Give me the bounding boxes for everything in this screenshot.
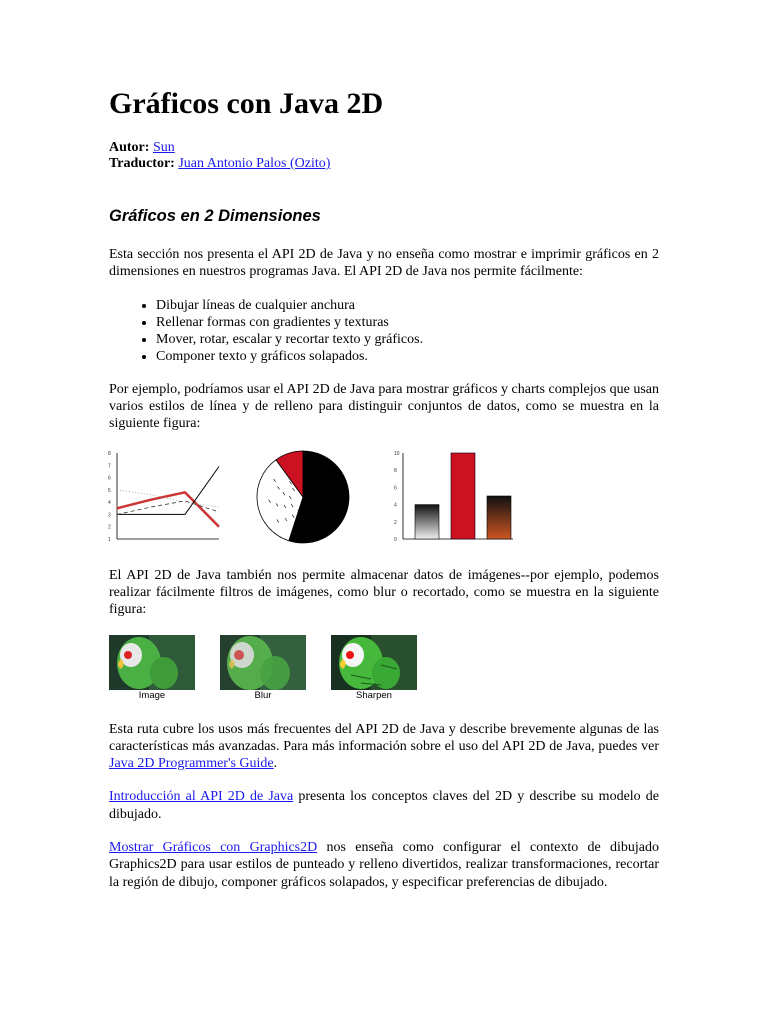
route-paragraph (109, 721, 659, 773)
intro-paragraph: Esta sección nos presenta el API 2D de Java y no enseña como mostrar e imprimir gráficos en 2 dimensiones en nuestros programas Java. El API 2D de Java nos permite fácilmente: (109, 247, 659, 280)
parrot-caption-blur: Blur (220, 690, 306, 702)
list-item: • Componer texto y gráficos solapados. (156, 348, 659, 365)
parrot-figure (109, 635, 659, 705)
section-heading: Gráficos en 2 Dimensiones (109, 207, 321, 225)
intro-link-text: presenta los conceptos claves del 2D y describe su modelo de dibujado. (109, 789, 660, 822)
y-tick-label: 7 (108, 462, 111, 469)
pie-chart (255, 449, 365, 549)
route-text: Esta ruta cubre los usos más frecuentes del API 2D de Java y describe brevemente algunas de las características más avanzadas. Para más información sobre el uso del API 2D de Java, puedes ver (109, 721, 659, 754)
list-item: • Mover, rotar, escalar y recortar texto y gráficos. (156, 331, 659, 348)
y-tick-label: 0 (394, 536, 397, 543)
y-tick-label: 2 (394, 519, 397, 526)
graphics2d-link[interactable]: Mostrar Gráficos con Graphics2D (109, 840, 318, 856)
y-tick-label: 4 (108, 499, 111, 506)
translator-line (109, 156, 659, 172)
line-chart (107, 449, 227, 549)
example-paragraph: Por ejemplo, podríamos usar el API 2D de Java para mostrar gráficos y charts complejos que usan varios estilos de línea y de relleno para distinguir conjuntos de datos, como se muestra en la siguiente figura: (109, 381, 659, 432)
translator-label: Traductor: (109, 156, 175, 171)
bar (487, 496, 511, 539)
route-period: . (273, 756, 278, 772)
author-line (109, 140, 659, 156)
author-link[interactable]: Sun (152, 140, 175, 155)
charts-figure (107, 449, 659, 549)
list-item: • Dibujar líneas de cualquier anchura (156, 297, 659, 314)
y-tick-label: 8 (394, 467, 397, 474)
parrot-original-picture (109, 635, 195, 691)
line-series (117, 492, 219, 526)
parrot-image-original (109, 635, 195, 701)
parrot-caption-sharpen: Sharpen (331, 690, 417, 702)
y-tick-label: 10 (394, 450, 400, 457)
parrot-sharpen-picture (331, 635, 417, 691)
imaging-paragraph: El API 2D de Java también nos permite almacenar datos de imágenes--por ejemplo, podemos realizar fácilmente filtros de imágenes, como blur o recortado, como se muestra en la siguiente figura: (109, 567, 659, 618)
document-content (109, 86, 659, 907)
bar (451, 453, 475, 539)
y-tick-label: 3 (108, 512, 111, 519)
feature-list (109, 297, 659, 366)
graphics-link-text: nos enseña como configurar el contexto de dibujado Graphics2D para usar estilos de punteado y relleno divertidos, realizar transformaciones, recortar la región de dibujo, componer gráficos solapados, y especificar preferencias de dibujado. (109, 840, 659, 890)
intro-java2d-link[interactable]: Introducción al API 2D de Java (109, 789, 294, 805)
parrot-image-blur (220, 635, 306, 701)
translator-link[interactable]: Juan Antonio Palos (Ozito) (178, 156, 331, 171)
parrot-blur-picture (220, 635, 306, 691)
graphics-link-paragraph (109, 839, 659, 891)
list-item: • Rellenar formas con gradientes y texturas (156, 314, 659, 331)
intro-link-paragraph (109, 788, 659, 823)
parrot-caption-image: Image (109, 690, 195, 702)
bar (415, 504, 439, 538)
y-tick-label: 1 (108, 536, 111, 543)
line-series (117, 466, 219, 514)
y-tick-label: 4 (394, 502, 397, 509)
y-tick-label: 6 (108, 475, 111, 482)
y-tick-label: 8 (108, 450, 111, 457)
y-tick-label: 2 (108, 524, 111, 531)
bar-chart (393, 449, 523, 549)
author-label: Autor: (109, 140, 150, 155)
programmers-guide-link[interactable]: Java 2D Programmer's Guide (109, 756, 274, 772)
parrot-image-sharpen (331, 635, 417, 701)
page-title: Gráficos con Java 2D (109, 87, 384, 120)
y-tick-label: 6 (394, 485, 397, 492)
y-tick-label: 5 (108, 487, 111, 494)
